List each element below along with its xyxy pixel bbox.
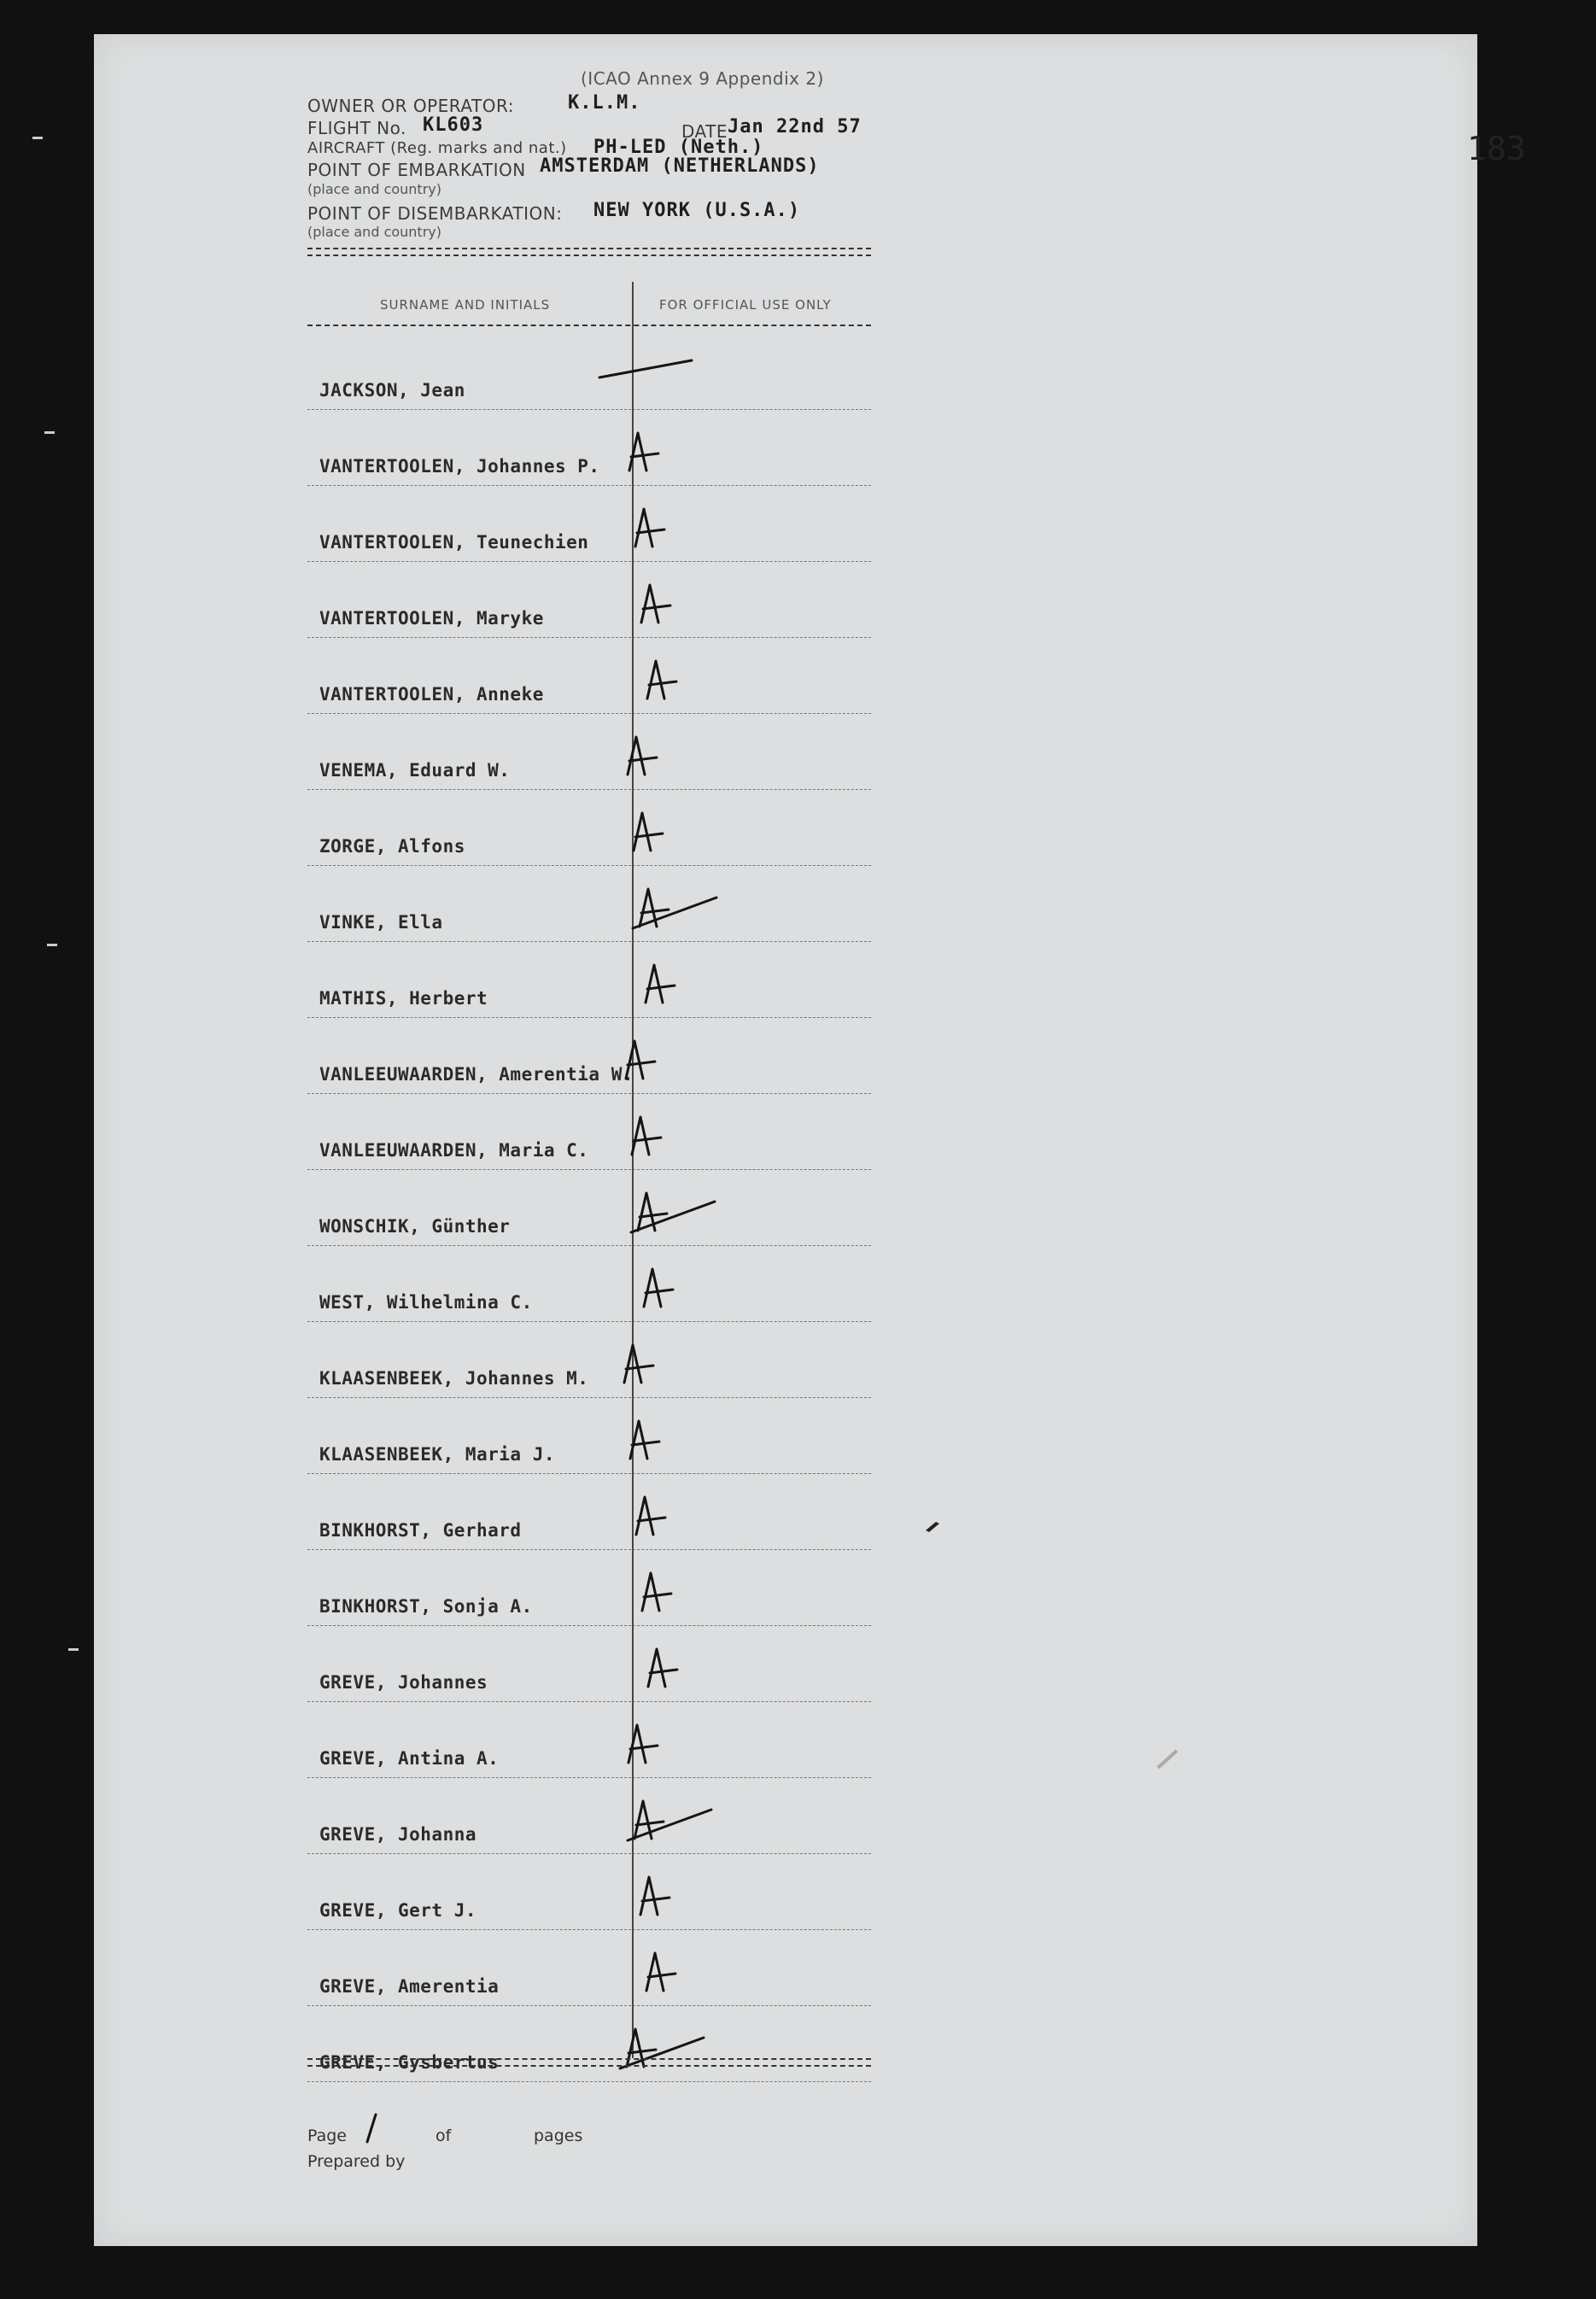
- owner-label: OWNER OR OPERATOR:: [307, 96, 514, 116]
- manifest-paper: [94, 34, 1526, 2246]
- official-mark-a: [598, 1929, 743, 2005]
- passenger-name: GREVE, Gysbertus: [319, 2052, 500, 2073]
- column-header-name: SURNAME AND INITIALS: [380, 297, 551, 313]
- header-rule: [307, 248, 871, 256]
- flight-value: KL603: [423, 114, 484, 136]
- column-header-rule: [307, 325, 871, 329]
- passenger-row: [307, 1169, 871, 1246]
- official-mark-a: [598, 1625, 743, 1701]
- official-mark-a: [598, 1093, 743, 1169]
- disembarkation-value: NEW YORK (U.S.A.): [593, 200, 801, 221]
- passenger-name: VENEMA, Eduard W.: [319, 760, 511, 781]
- aircraft-label: AIRCRAFT (Reg. marks and nat.): [307, 139, 567, 157]
- passenger-name: VANTERTOOLEN, Maryke: [319, 608, 544, 629]
- passenger-name: VANTERTOOLEN, Johannes P.: [319, 456, 600, 477]
- official-mark-a: [598, 2005, 743, 2081]
- passenger-row: [307, 1473, 871, 1550]
- passenger-name: GREVE, Antina A.: [319, 1748, 500, 1769]
- scan-edge-mark: [44, 431, 55, 434]
- official-check-line: [598, 333, 743, 409]
- official-mark-a: [598, 713, 743, 789]
- passenger-row: [307, 941, 871, 1018]
- date-value: Jan 22nd 57: [728, 116, 862, 137]
- passenger-name: VANTERTOOLEN, Anneke: [319, 684, 544, 705]
- passenger-row: [307, 1853, 871, 1930]
- official-mark-a: [598, 865, 743, 941]
- passenger-row: [307, 1397, 871, 1474]
- official-mark-a: [598, 789, 743, 865]
- passenger-row: [307, 789, 871, 866]
- form-annex-reference: (ICAO Annex 9 Appendix 2): [581, 68, 824, 89]
- owner-value: K.L.M.: [568, 92, 641, 114]
- footer-rule: [307, 2058, 871, 2067]
- official-mark-a: [598, 637, 743, 713]
- passenger-name: GREVE, Johannes: [319, 1672, 488, 1693]
- passenger-row: [307, 1245, 871, 1322]
- pages-label: pages: [534, 2126, 583, 2145]
- official-mark-a: [598, 1017, 743, 1093]
- official-mark-a: [598, 409, 743, 485]
- page-label: Page: [307, 2126, 347, 2145]
- prepared-by-label: Prepared by: [307, 2152, 406, 2171]
- passenger-name: ZORGE, Alfons: [319, 836, 465, 857]
- passenger-row: [307, 1929, 871, 2006]
- smudge-mark: [1151, 1742, 1185, 1776]
- passenger-name: VINKE, Ella: [319, 912, 443, 933]
- passenger-row: [307, 485, 871, 562]
- passenger-name: MATHIS, Herbert: [319, 988, 488, 1009]
- page-value-handwritten: [359, 2111, 384, 2145]
- passenger-name: BINKHORST, Sonja A.: [319, 1596, 533, 1617]
- aircraft-value: PH-LED (Neth.): [593, 137, 764, 158]
- official-mark-a: [598, 1245, 743, 1321]
- place-country-note: (place and country): [307, 181, 441, 197]
- passenger-name: KLAASENBEEK, Johannes M.: [319, 1368, 589, 1389]
- passenger-row: [307, 637, 871, 714]
- official-mark-a: [598, 1473, 743, 1549]
- passenger-row: [307, 1625, 871, 1702]
- passenger-row: [307, 1701, 871, 1778]
- passenger-name: GREVE, Amerentia: [319, 1976, 500, 1997]
- passenger-row: [307, 1321, 871, 1398]
- official-mark-a: [598, 1169, 743, 1245]
- official-mark-a: [598, 1777, 743, 1853]
- passenger-name: KLAASENBEEK, Maria J.: [319, 1444, 556, 1465]
- date-label: DATE: [681, 121, 728, 142]
- official-mark-a: [598, 1321, 743, 1397]
- passenger-row: [307, 409, 871, 486]
- passenger-row: [307, 333, 871, 410]
- passenger-name: VANTERTOOLEN, Teunechien: [319, 532, 589, 553]
- passenger-name: BINKHORST, Gerhard: [319, 1520, 522, 1541]
- passenger-row: [307, 561, 871, 638]
- passenger-name: JACKSON, Jean: [319, 380, 465, 401]
- passenger-name: WONSCHIK, Günther: [319, 1216, 511, 1237]
- column-header-official: FOR OFFICIAL USE ONLY: [659, 297, 832, 313]
- passenger-name: VANLEEUWAARDEN, Amerentia W.: [319, 1064, 634, 1085]
- scan-edge-mark: [68, 1648, 79, 1651]
- passenger-name: GREVE, Johanna: [319, 1824, 477, 1845]
- official-mark-a: [598, 1397, 743, 1473]
- place-country-note: (place and country): [307, 224, 441, 240]
- page-number: 183: [1467, 130, 1526, 167]
- ink-speck: [921, 1512, 946, 1537]
- passenger-row: [307, 1017, 871, 1094]
- passenger-name: GREVE, Gert J.: [319, 1900, 477, 1921]
- scan-edge-mark: [47, 944, 57, 946]
- official-mark-a: [598, 1701, 743, 1777]
- passenger-row: [307, 1549, 871, 1626]
- passenger-row: [307, 865, 871, 942]
- embarkation-value: AMSTERDAM (NETHERLANDS): [540, 155, 820, 177]
- passenger-row: [307, 2005, 871, 2082]
- official-mark-a: [598, 1853, 743, 1929]
- passenger-name: WEST, Wilhelmina C.: [319, 1292, 533, 1313]
- passenger-row: [307, 1777, 871, 1854]
- passenger-name: VANLEEUWAARDEN, Maria C.: [319, 1140, 589, 1161]
- scan-edge-mark: [32, 137, 43, 139]
- of-label: of: [436, 2126, 452, 2145]
- official-mark-a: [598, 561, 743, 637]
- flight-label: FLIGHT No.: [307, 118, 406, 138]
- disembarkation-label: POINT OF DISEMBARKATION:: [307, 203, 563, 224]
- official-mark-a: [598, 485, 743, 561]
- official-mark-a: [598, 1549, 743, 1625]
- official-mark-a: [598, 941, 743, 1017]
- embarkation-label: POINT OF EMBARKATION: [307, 160, 526, 180]
- passenger-row: [307, 713, 871, 790]
- passenger-row: [307, 1093, 871, 1170]
